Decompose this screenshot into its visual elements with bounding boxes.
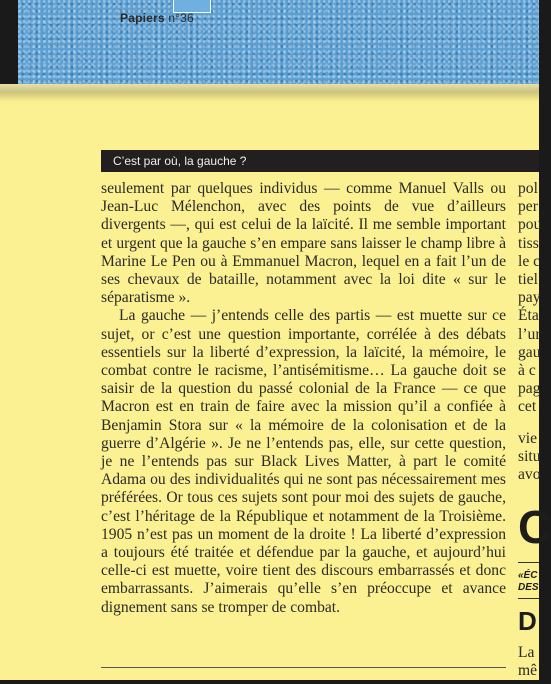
right-column-rule-2 xyxy=(518,598,539,599)
section-title: C’est par où, la gauche ? xyxy=(113,154,247,168)
magazine-issue-label xyxy=(120,11,194,25)
magazine-issue-number: n°36 xyxy=(168,11,194,25)
right-column-rule xyxy=(518,562,539,563)
magazine-cover-strip xyxy=(18,0,539,84)
article-column xyxy=(101,180,506,617)
article-paragraph-1: seulement par quelques individus — comme Manuel Valls ou Jean-Luc Mélenchon, avec des points de vue d’ailleurs divergents —, qui est celui de la laïcité. Il me semble important et urgent que la gauche s’en empare sans laisser le champ libre à Marine Le Pen ou à Emmanuel Macron, lequel en a fait l’un de ses chevaux de bataille, notamment avec la loi dite « sur le séparatisme ». xyxy=(101,180,506,307)
right-column-fragment: Éta xyxy=(518,307,539,325)
right-column-fragment: per xyxy=(518,198,538,216)
right-column-fragment: tiel xyxy=(518,271,538,288)
right-column-fragment: situ xyxy=(518,448,541,466)
right-column-fragments-top xyxy=(518,180,542,421)
section-title-bar xyxy=(101,150,539,172)
magazine-name: Papiers xyxy=(120,11,165,25)
right-column-kicker-1: «ÉC xyxy=(518,570,538,581)
right-column-fragments-bottom xyxy=(518,644,539,684)
column-bottom-rule xyxy=(101,667,506,668)
right-column-big-heading: C xyxy=(518,501,551,553)
right-column-fragment: pay xyxy=(518,289,541,307)
right-column-fragment: La xyxy=(518,644,535,661)
article-paragraph-2: La gauche — j’entends celle des partis — est muette sur ce sujet, or c’est une question importante, corrélée à des débats essentiels sur la liberté d’expression, la laïcité, la mémoire, le combat contre le racisme, l’antisémitisme… La gauche doit se saisir de la question du passé colonial de la France — ce que Macron est en train de faire avec la mission qu’il a confiée à Benjamin Stora sur « la mémoire de la colonisation et de la guerre d’Algérie ». Je ne l’entends pas, elle, sur cette question, je ne l’entends pas sur Black Lives Matter, à part le comité Adama ou des individualités qui ne sont pas nécessairement mes préférées. Or tous ces sujets sont pour moi des sujets de gauche, c’est l’héritage de la République et notamment de la Troisième. 1905 n’est pas un moment de la droite ! La liberté d’expression a toujours été traitée et défendue par la gauche, et aujourd’hui celle-ci est muette, voire tient des discours embarrassés et donc embarrassants. J’aimerais qu’elle s’en préoccupe et avance dignement sans se tromper de combat. xyxy=(101,307,506,616)
right-column-fragment: vie xyxy=(518,430,538,447)
right-column-fragments-mid xyxy=(518,430,539,489)
right-column-fragment: gau xyxy=(518,343,541,361)
right-column-fragment: avo xyxy=(518,466,541,484)
right-column-fragment: pag xyxy=(518,380,541,398)
right-column-fragment: l’ur xyxy=(518,325,541,343)
right-column-fragment: pou xyxy=(518,216,542,234)
page-gap xyxy=(0,84,539,92)
right-column-fragment: à c xyxy=(518,362,536,379)
page-shadow xyxy=(0,92,539,102)
right-column-fragment: pol xyxy=(518,180,538,197)
right-column-fragment: cet xyxy=(518,398,537,416)
right-column-fragment: mê xyxy=(518,662,538,680)
right-column-kicker-2: DES xyxy=(518,582,539,593)
right-column-fragment: le c xyxy=(518,252,541,270)
right-column-sub-heading: D xyxy=(518,606,537,636)
right-column-fragment: tiss xyxy=(518,234,539,252)
